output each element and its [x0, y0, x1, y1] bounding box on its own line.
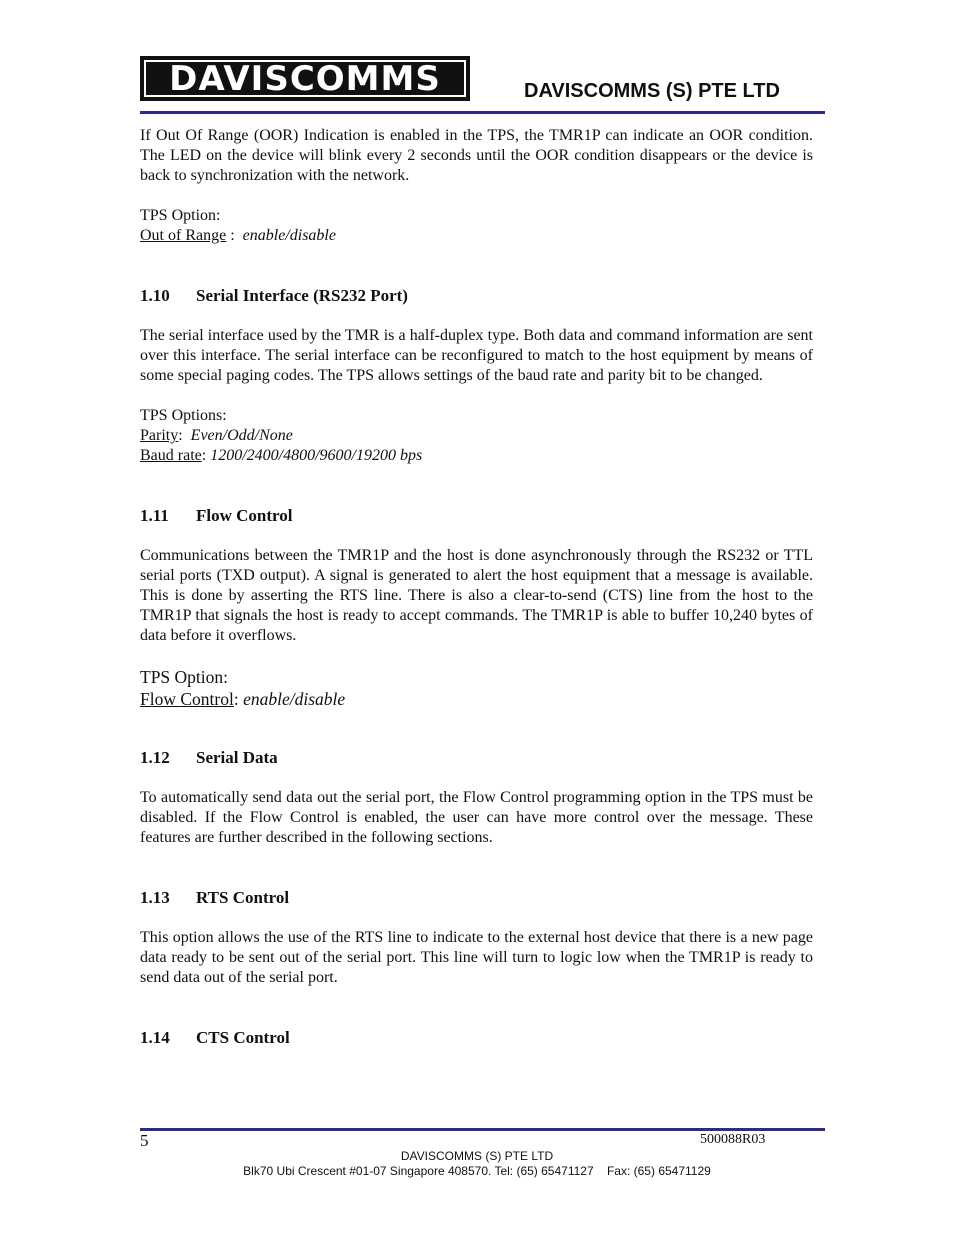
section-number: 1.14 [140, 1028, 170, 1047]
section-1-14-heading [140, 1028, 813, 1048]
section-title: CTS Control [196, 1028, 290, 1047]
logo-text: DAVISCOMMS [169, 58, 441, 99]
flow-control-sep: : [233, 689, 244, 709]
section-1-10-heading [140, 286, 813, 306]
document-number: 500088R03 [700, 1132, 766, 1147]
baud-sep: : [201, 447, 211, 464]
section-1-13-paragraph: This option allows the use of the RTS line to indicate to the external host device that there is a new page data ready to be sent out of the serial port. This line will turn to logic low when the TMR1P is ready to send data out of the serial port. [140, 929, 813, 986]
footer-address: Blk70 Ubi Crescent #01-07 Singapore 408570. Tel: (65) 65471127 Fax: (65) 65471129 [243, 1164, 711, 1178]
flow-control-name: Flow Control [140, 689, 234, 709]
section-number: 1.13 [140, 888, 170, 907]
section-number: 1.11 [140, 506, 169, 525]
page-content [140, 126, 813, 1048]
parity-option [140, 426, 813, 446]
section-1-12-heading [140, 748, 813, 768]
flow-control-option [140, 688, 813, 710]
section-title: Flow Control [196, 506, 293, 525]
section-1-10-paragraph: The serial interface used by the TMR is a half-duplex type. Both data and command information are sent over this interface. The serial interface can be reconfigured to match to the host equipment by means of some special paging codes. The TPS allows settings of the baud rate and parity bit to be changed. [140, 327, 813, 384]
flow-control-value: enable/disable [243, 689, 346, 709]
s111-tps-label: TPS Option: [140, 667, 229, 687]
header-company-name: DAVISCOMMS (S) PTE LTD [524, 80, 780, 102]
parity-sep: : [178, 427, 191, 444]
footer-company: DAVISCOMMS (S) PTE LTD [400, 1149, 554, 1163]
header-rule [140, 111, 825, 114]
oor-option-value: enable/disable [242, 227, 336, 244]
section-title: Serial Data [196, 748, 278, 767]
company-logo [140, 56, 470, 101]
section-1-13-heading [140, 888, 813, 908]
section-1-11-heading [140, 506, 813, 526]
footer-rule [140, 1128, 825, 1131]
oor-option-sep: : [226, 227, 243, 244]
baud-name: Baud rate [140, 447, 202, 464]
parity-name: Parity [140, 427, 179, 444]
section-title: Serial Interface (RS232 Port) [196, 286, 408, 305]
section-1-12-paragraph: To automatically send data out the serial port, the Flow Control programming option in the TPS must be disabled. If the Flow Control is enabled, the user can have more control over the message. These features are further described in the following sections. [140, 789, 813, 846]
baud-option [140, 446, 813, 466]
section-number: 1.10 [140, 286, 170, 305]
section-number: 1.12 [140, 748, 170, 767]
oor-paragraph: If Out Of Range (OOR) Indication is enabled in the TPS, the TMR1P can indicate an OOR condition. The LED on the device will blink every 2 seconds until the OOR condition disappears or the device is back to synchronization with the network. [140, 127, 813, 184]
oor-tps-label: TPS Option: [140, 207, 221, 224]
logo-frame [144, 60, 466, 97]
parity-value: Even/Odd/None [190, 427, 293, 444]
page-number: 5 [140, 1131, 149, 1150]
section-1-11-paragraph: Communications between the TMR1P and the host is done asynchronously through the RS232 or TTL serial ports (TXD output). A signal is generated to alert the host equipment that a message is available. This is done by asserting the RTS line. There is also a clear-to-send (CTS) line from the host to the TMR1P that signals the host is ready to accept commands. The TMR1P is able to buffer 10,240 bytes of data before it overflows. [140, 547, 813, 644]
baud-value: 1200/2400/4800/9600/19200 bps [210, 447, 423, 464]
section-title: RTS Control [196, 888, 290, 907]
oor-option-name: Out of Range [140, 227, 227, 244]
oor-option [140, 226, 813, 246]
s110-tps-label: TPS Options: [140, 407, 227, 424]
